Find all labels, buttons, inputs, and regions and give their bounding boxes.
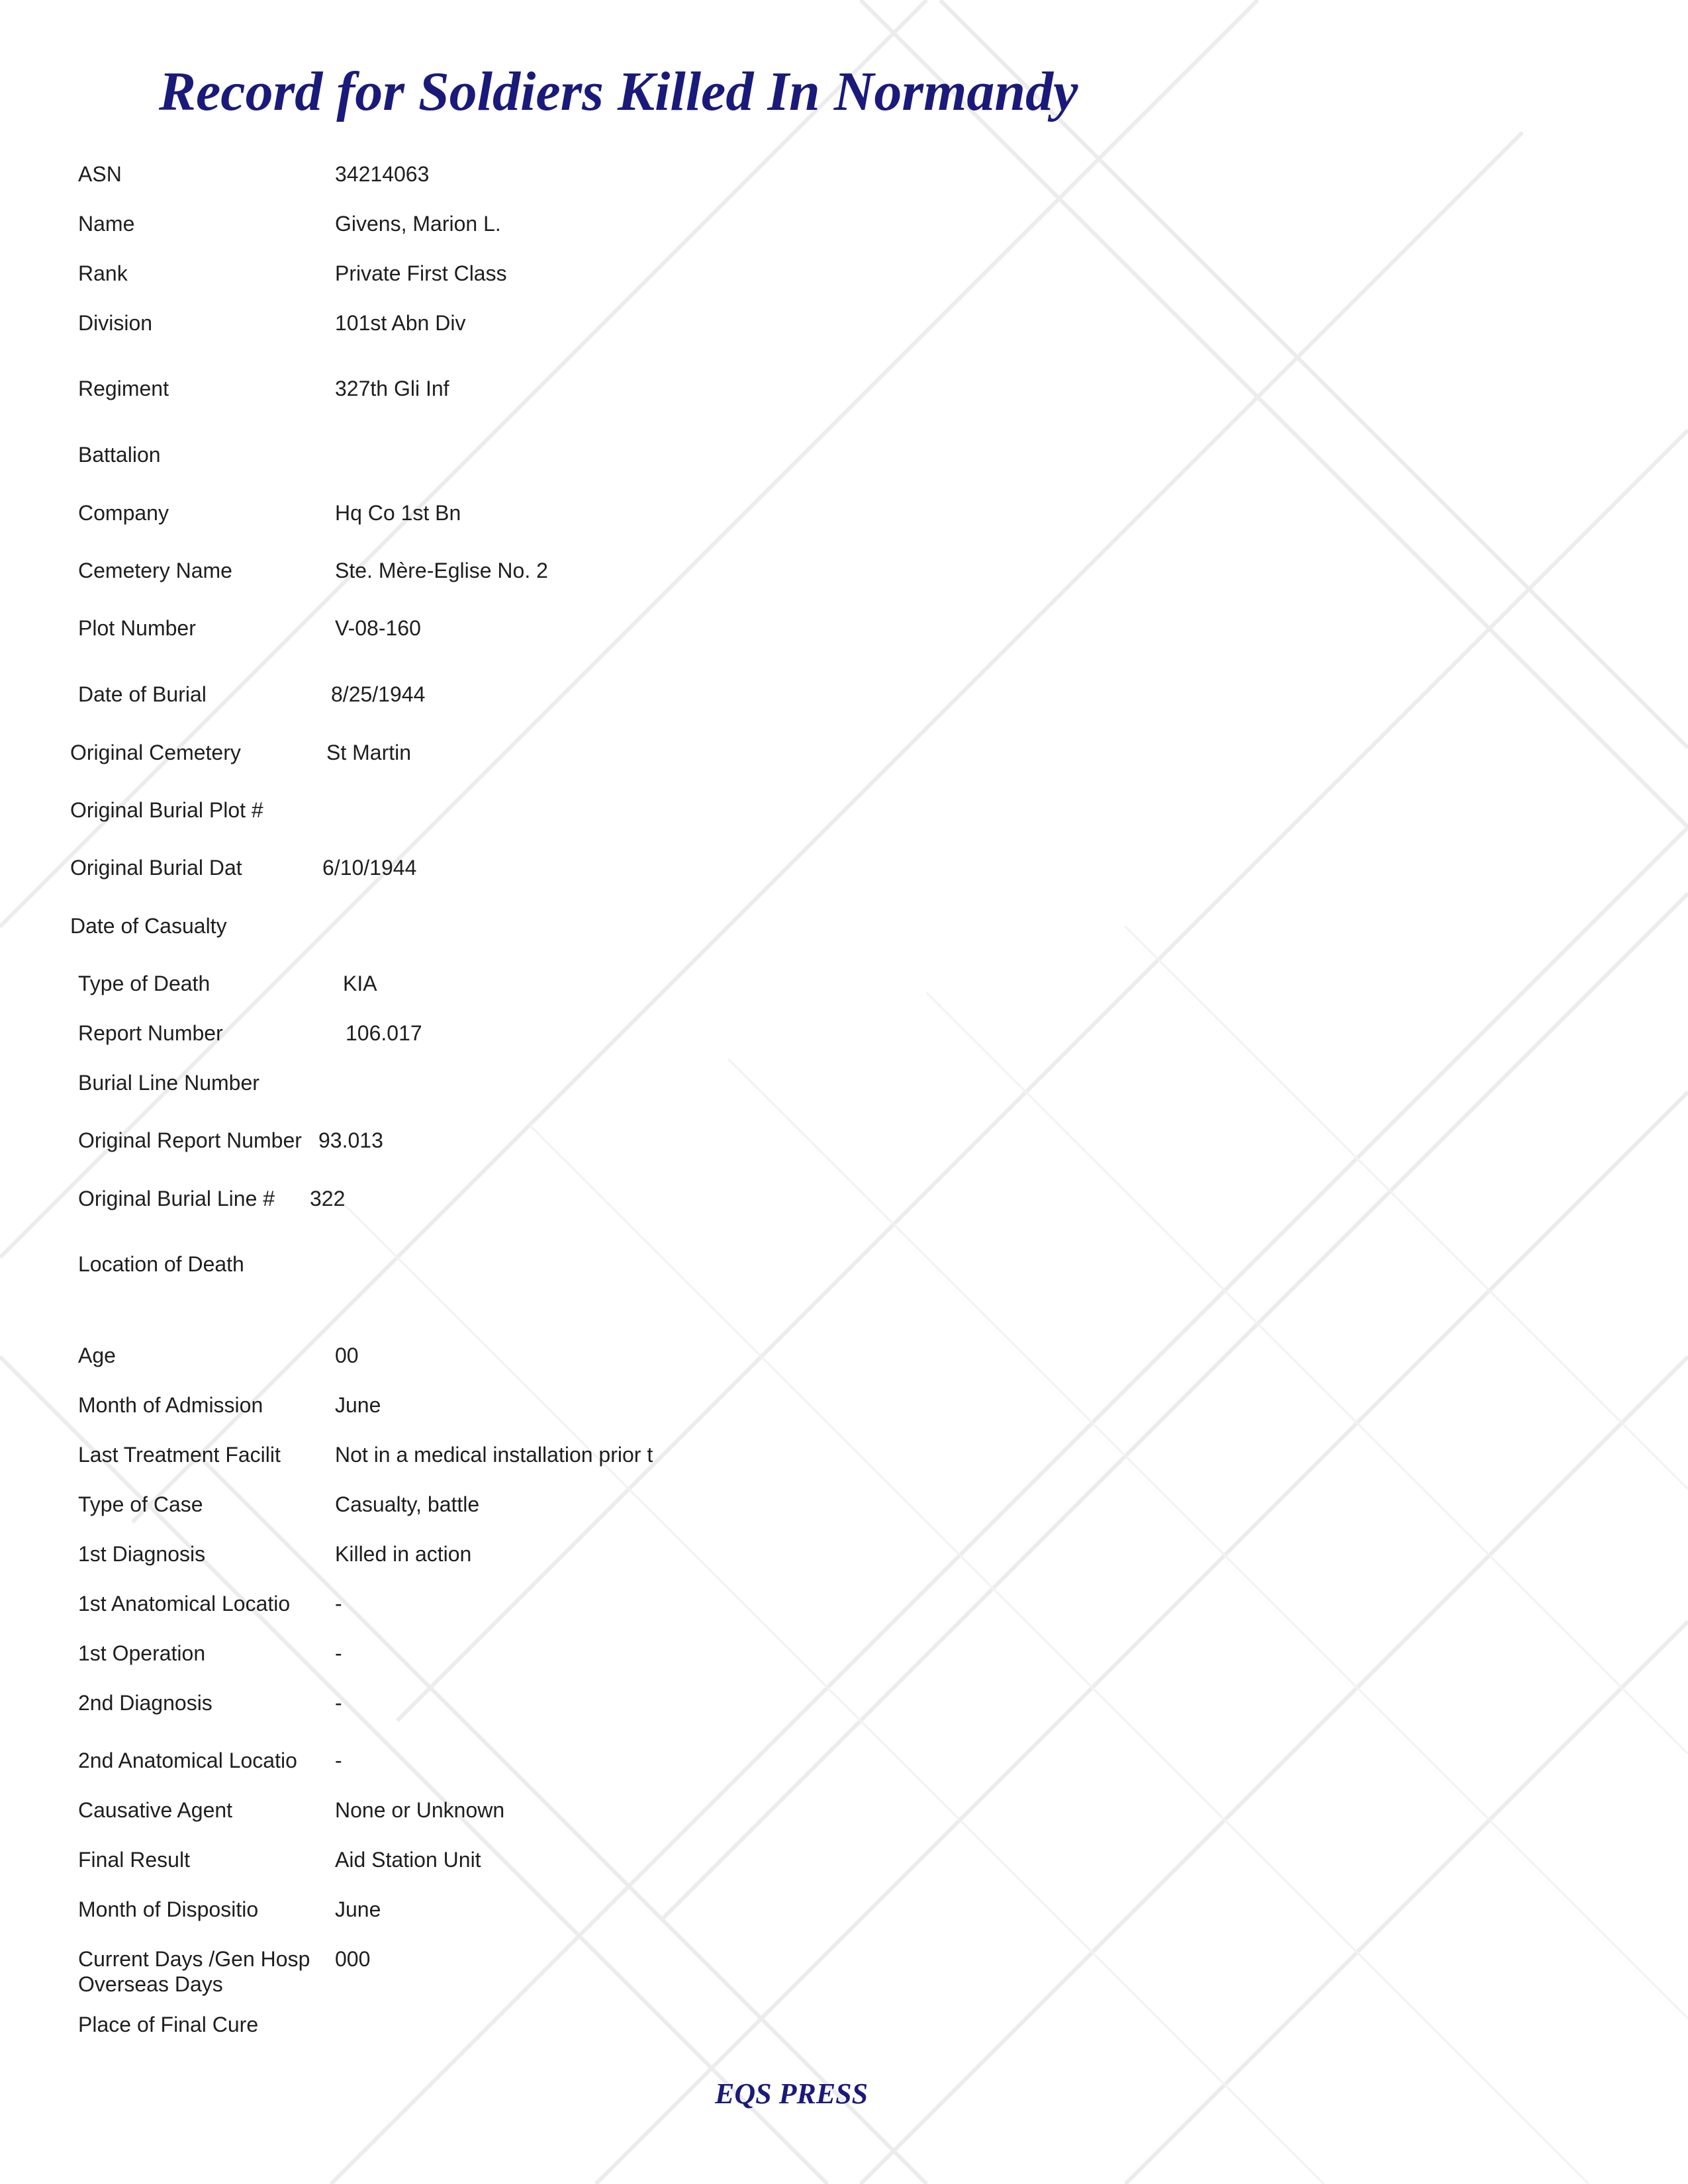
rank-label: Rank [78, 261, 128, 285]
second-diagnosis-label: 2nd Diagnosis [78, 1691, 212, 1715]
original-burial-line-value: 322 [310, 1187, 346, 1210]
division-label: Division [78, 311, 153, 335]
first-anatomical-location-label: 1st Anatomical Locatio [78, 1592, 291, 1615]
publisher-footer: EQS PRESS [715, 2077, 868, 2110]
page-title: Record for Soldiers Killed In Normandy [159, 61, 1078, 122]
type-of-case-label: Type of Case [78, 1492, 203, 1516]
first-diagnosis-value: Killed in action [335, 1542, 472, 1566]
month-of-disposition-label: Month of Dispositio [78, 1897, 259, 1921]
battalion-label: Battalion [78, 443, 161, 467]
type-of-case-value: Casualty, battle [335, 1492, 480, 1516]
plot-number-label: Plot Number [78, 616, 196, 640]
company-value: Hq Co 1st Bn [335, 501, 461, 525]
second-diagnosis-value: - [335, 1691, 342, 1715]
month-of-admission-value: June [335, 1393, 381, 1417]
original-burial-date-label: Original Burial Dat [70, 856, 242, 880]
final-result-value: Aid Station Unit [335, 1848, 481, 1872]
plot-number-value: V-08-160 [335, 616, 421, 640]
date-of-casualty-label: Date of Casualty [70, 914, 227, 938]
original-report-number-label: Original Report Number [78, 1128, 302, 1152]
last-treatment-facility-label: Last Treatment Facilit [78, 1443, 281, 1467]
first-operation-label: 1st Operation [78, 1641, 206, 1665]
original-burial-line-label: Original Burial Line # [78, 1187, 275, 1210]
first-operation-value: - [335, 1641, 342, 1665]
original-cemetery-label: Original Cemetery [70, 741, 241, 764]
age-label: Age [78, 1343, 116, 1367]
second-anatomical-location-label: 2nd Anatomical Locatio [78, 1749, 297, 1772]
rank-value: Private First Class [335, 261, 507, 285]
original-burial-date-value: 6/10/1944 [322, 856, 417, 880]
causative-agent-label: Causative Agent [78, 1798, 233, 1822]
final-result-label: Final Result [78, 1848, 190, 1872]
date-of-burial-value: 8/25/1944 [331, 682, 426, 706]
original-cemetery-value: St Martin [326, 741, 412, 764]
current-days-gen-hosp-value: 000 [335, 1947, 371, 1971]
overseas-days-label: Overseas Days [78, 1972, 223, 1996]
original-burial-plot-label: Original Burial Plot # [70, 798, 263, 822]
name-label: Name [78, 212, 135, 236]
regiment-label: Regiment [78, 377, 169, 400]
type-of-death-value: KIA [343, 972, 377, 995]
first-diagnosis-label: 1st Diagnosis [78, 1542, 206, 1566]
location-of-death-label: Location of Death [78, 1252, 244, 1276]
name-value: Givens, Marion L. [335, 212, 501, 236]
report-number-value: 106.017 [346, 1021, 422, 1045]
current-days-gen-hosp-label: Current Days /Gen Hosp [78, 1947, 310, 1971]
cemetery-name-value: Ste. Mère-Eglise No. 2 [335, 559, 548, 582]
month-of-admission-label: Month of Admission [78, 1393, 263, 1417]
second-anatomical-location-value: - [335, 1749, 342, 1772]
burial-line-number-label: Burial Line Number [78, 1071, 259, 1095]
cemetery-name-label: Cemetery Name [78, 559, 232, 582]
last-treatment-facility-value: Not in a medical installation prior t [335, 1443, 653, 1467]
type-of-death-label: Type of Death [78, 972, 211, 995]
division-value: 101st Abn Div [335, 311, 466, 335]
first-anatomical-location-value: - [335, 1592, 342, 1615]
original-report-number-value: 93.013 [318, 1128, 383, 1152]
date-of-burial-label: Date of Burial [78, 682, 207, 706]
causative-agent-value: None or Unknown [335, 1798, 505, 1822]
asn-label: ASN [78, 162, 122, 186]
company-label: Company [78, 501, 169, 525]
month-of-disposition-value: June [335, 1897, 381, 1921]
report-number-label: Report Number [78, 1021, 223, 1045]
age-value: 00 [335, 1343, 359, 1367]
asn-value: 34214063 [335, 162, 430, 186]
place-of-final-cure-label: Place of Final Cure [78, 2013, 259, 2036]
regiment-value: 327th Gli Inf [335, 377, 449, 400]
